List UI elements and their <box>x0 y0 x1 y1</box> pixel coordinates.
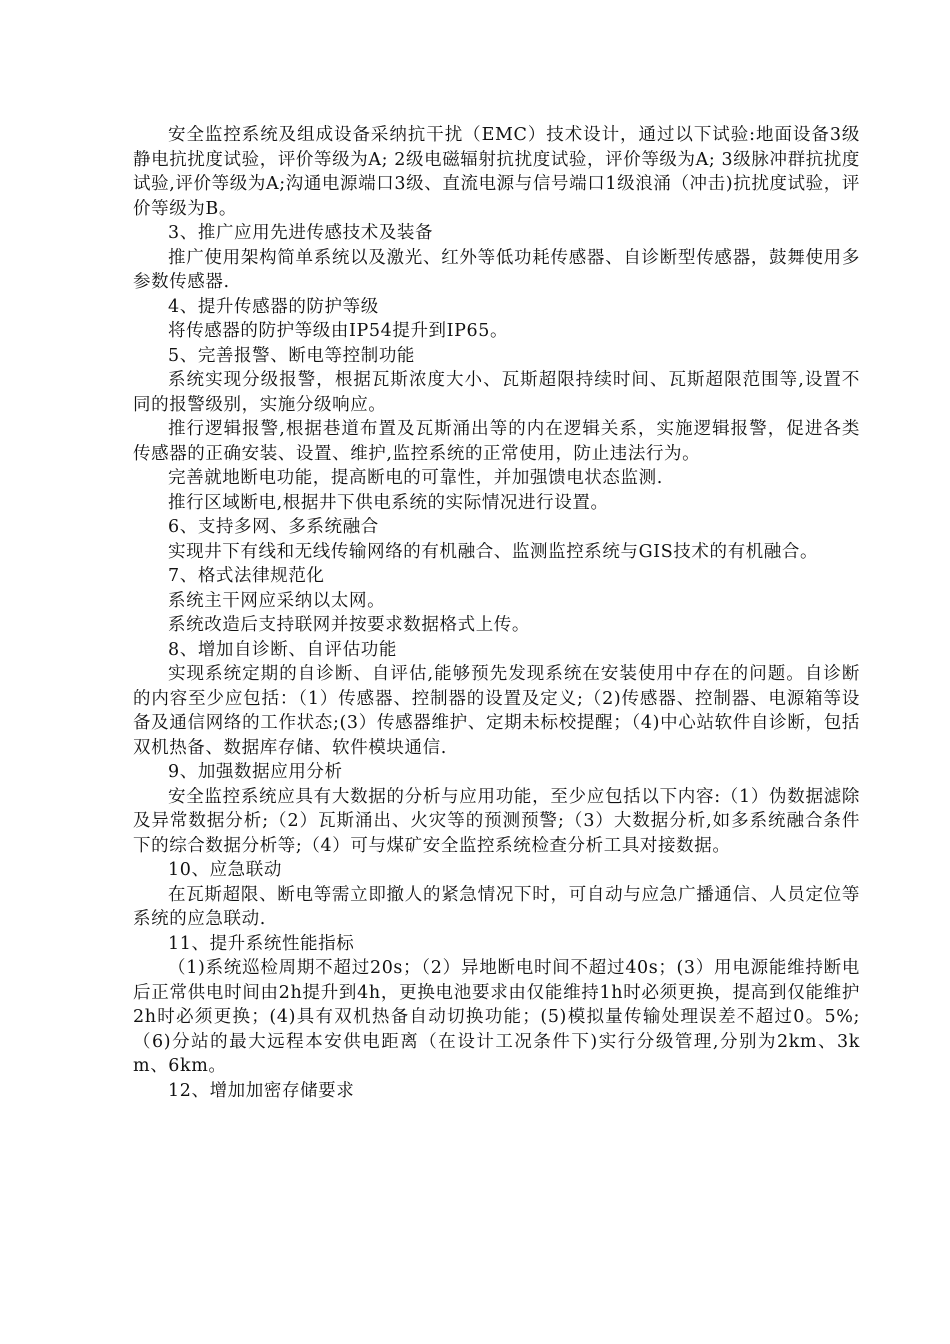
heading-7: 7、格式法律规范化 <box>168 566 325 586</box>
heading-3: 3、推广应用先进传感技术及装备 <box>168 223 434 243</box>
heading-5: 5、完善报警、断电等控制功能 <box>168 345 416 366</box>
paragraph-area-power-off: 推行区域断电,根据井下供电系统的实际情况进行设置。 <box>168 492 609 513</box>
heading-11: 11、提升系统性能指标 <box>168 933 355 954</box>
paragraph-sensors: 推广使用架构简单系统以及激光、红外等低功耗传感器、自诊断型传感器，鼓舞使用多参数传感器. <box>133 247 860 292</box>
paragraph-logic-alarm: 推行逻辑报警,根据巷道布置及瓦斯涌出等的内在逻辑关系，实施逻辑报警，促进各类传感器的正确安装、设置、维护,监控系统的正常使用，防止违法行为。 <box>133 419 860 464</box>
paragraph-network-fusion: 实现井下有线和无线传输网络的有机融合、监测监控系统与GIS技术的有机融合。 <box>168 541 819 562</box>
paragraph-protection: 将传感器的防护等级由IP54提升到IP65。 <box>168 321 509 341</box>
paragraph-performance: （1)系统巡检周期不超过20s；（2）异地断电时间不超过40s；(3）用电源能维持断电后正常供电时间由2h提升到4h，更换电池要求由仅能维持1h时必须更换，提高到仅能维护2h时必须更换；(4)具有双机热备自动切换功能；(5)模拟量传输处理误差不超过0。5%;（6)分站的最大远程本安供电距离（在设计工况条件下)实行分级管理,分别为2km、3km、6km。 <box>133 958 860 1076</box>
heading-9: 9、加强数据应用分析 <box>168 762 343 782</box>
paragraph-local-power-off: 完善就地断电功能，提高断电的可靠性，并加强馈电状态监测. <box>168 468 663 488</box>
paragraph-upload: 系统改造后支持联网并按要求数据格式上传。 <box>168 615 530 635</box>
paragraph-emergency: 在瓦斯超限、断电等需立即撤人的紧急情况下时，可自动与应急广播通信、人员定位等系统的应急联动. <box>133 884 860 929</box>
paragraph-data-analysis: 安全监控系统应具有大数据的分析与应用功能，至少应包括以下内容:（1）伪数据滤除及异常数据分析;（2）瓦斯涌出、火灾等的预测预警;（3）大数据分析,如多系统融合条件下的综合数据分析等;（4）可与煤矿安全监控系统检查分析工具对接数据。 <box>133 786 860 856</box>
paragraph-self-diagnosis: 实现系统定期的自诊断、自评估,能够预先发现系统在安装使用中存在的问题。自诊断的内容至少应包括：（1）传感器、控制器的设置及定义;（2)传感器、控制器、电源箱等设备及通信网络的工作状态;(3）传感器维护、定期未标校提醒；（4)中心站软件自诊断，包括双机热备、数据库存储、软件模块通信. <box>133 664 860 758</box>
paragraph-ethernet: 系统主干网应采纳以太网。 <box>168 590 386 611</box>
heading-12: 12、增加加密存储要求 <box>168 1080 355 1101</box>
heading-6: 6、支持多网、多系统融合 <box>168 517 379 537</box>
paragraph-alarm-levels: 系统实现分级报警，根据瓦斯浓度大小、瓦斯超限持续时间、瓦斯超限范围等,设置不同的报警级别，实施分级响应。 <box>133 370 860 415</box>
heading-10: 10、应急联动 <box>168 860 282 880</box>
heading-8: 8、增加自诊断、自评估功能 <box>168 639 397 660</box>
paragraph-emc: 安全监控系统及组成设备采纳抗干扰（EMC）技术设计，通过以下试验:地面设备3级静电抗扰度试验，评价等级为A; 2级电磁辐射抗扰度试验，评价等级为A; 3级脉冲群抗扰度试验,评价等级为A;沟通电源端口3级、直流电源与信号端口1级浪涌（冲击)抗扰度试验，评价等级为B。 <box>133 125 860 219</box>
document-body <box>133 123 860 1103</box>
heading-4: 4、提升传感器的防护等级 <box>168 296 379 317</box>
